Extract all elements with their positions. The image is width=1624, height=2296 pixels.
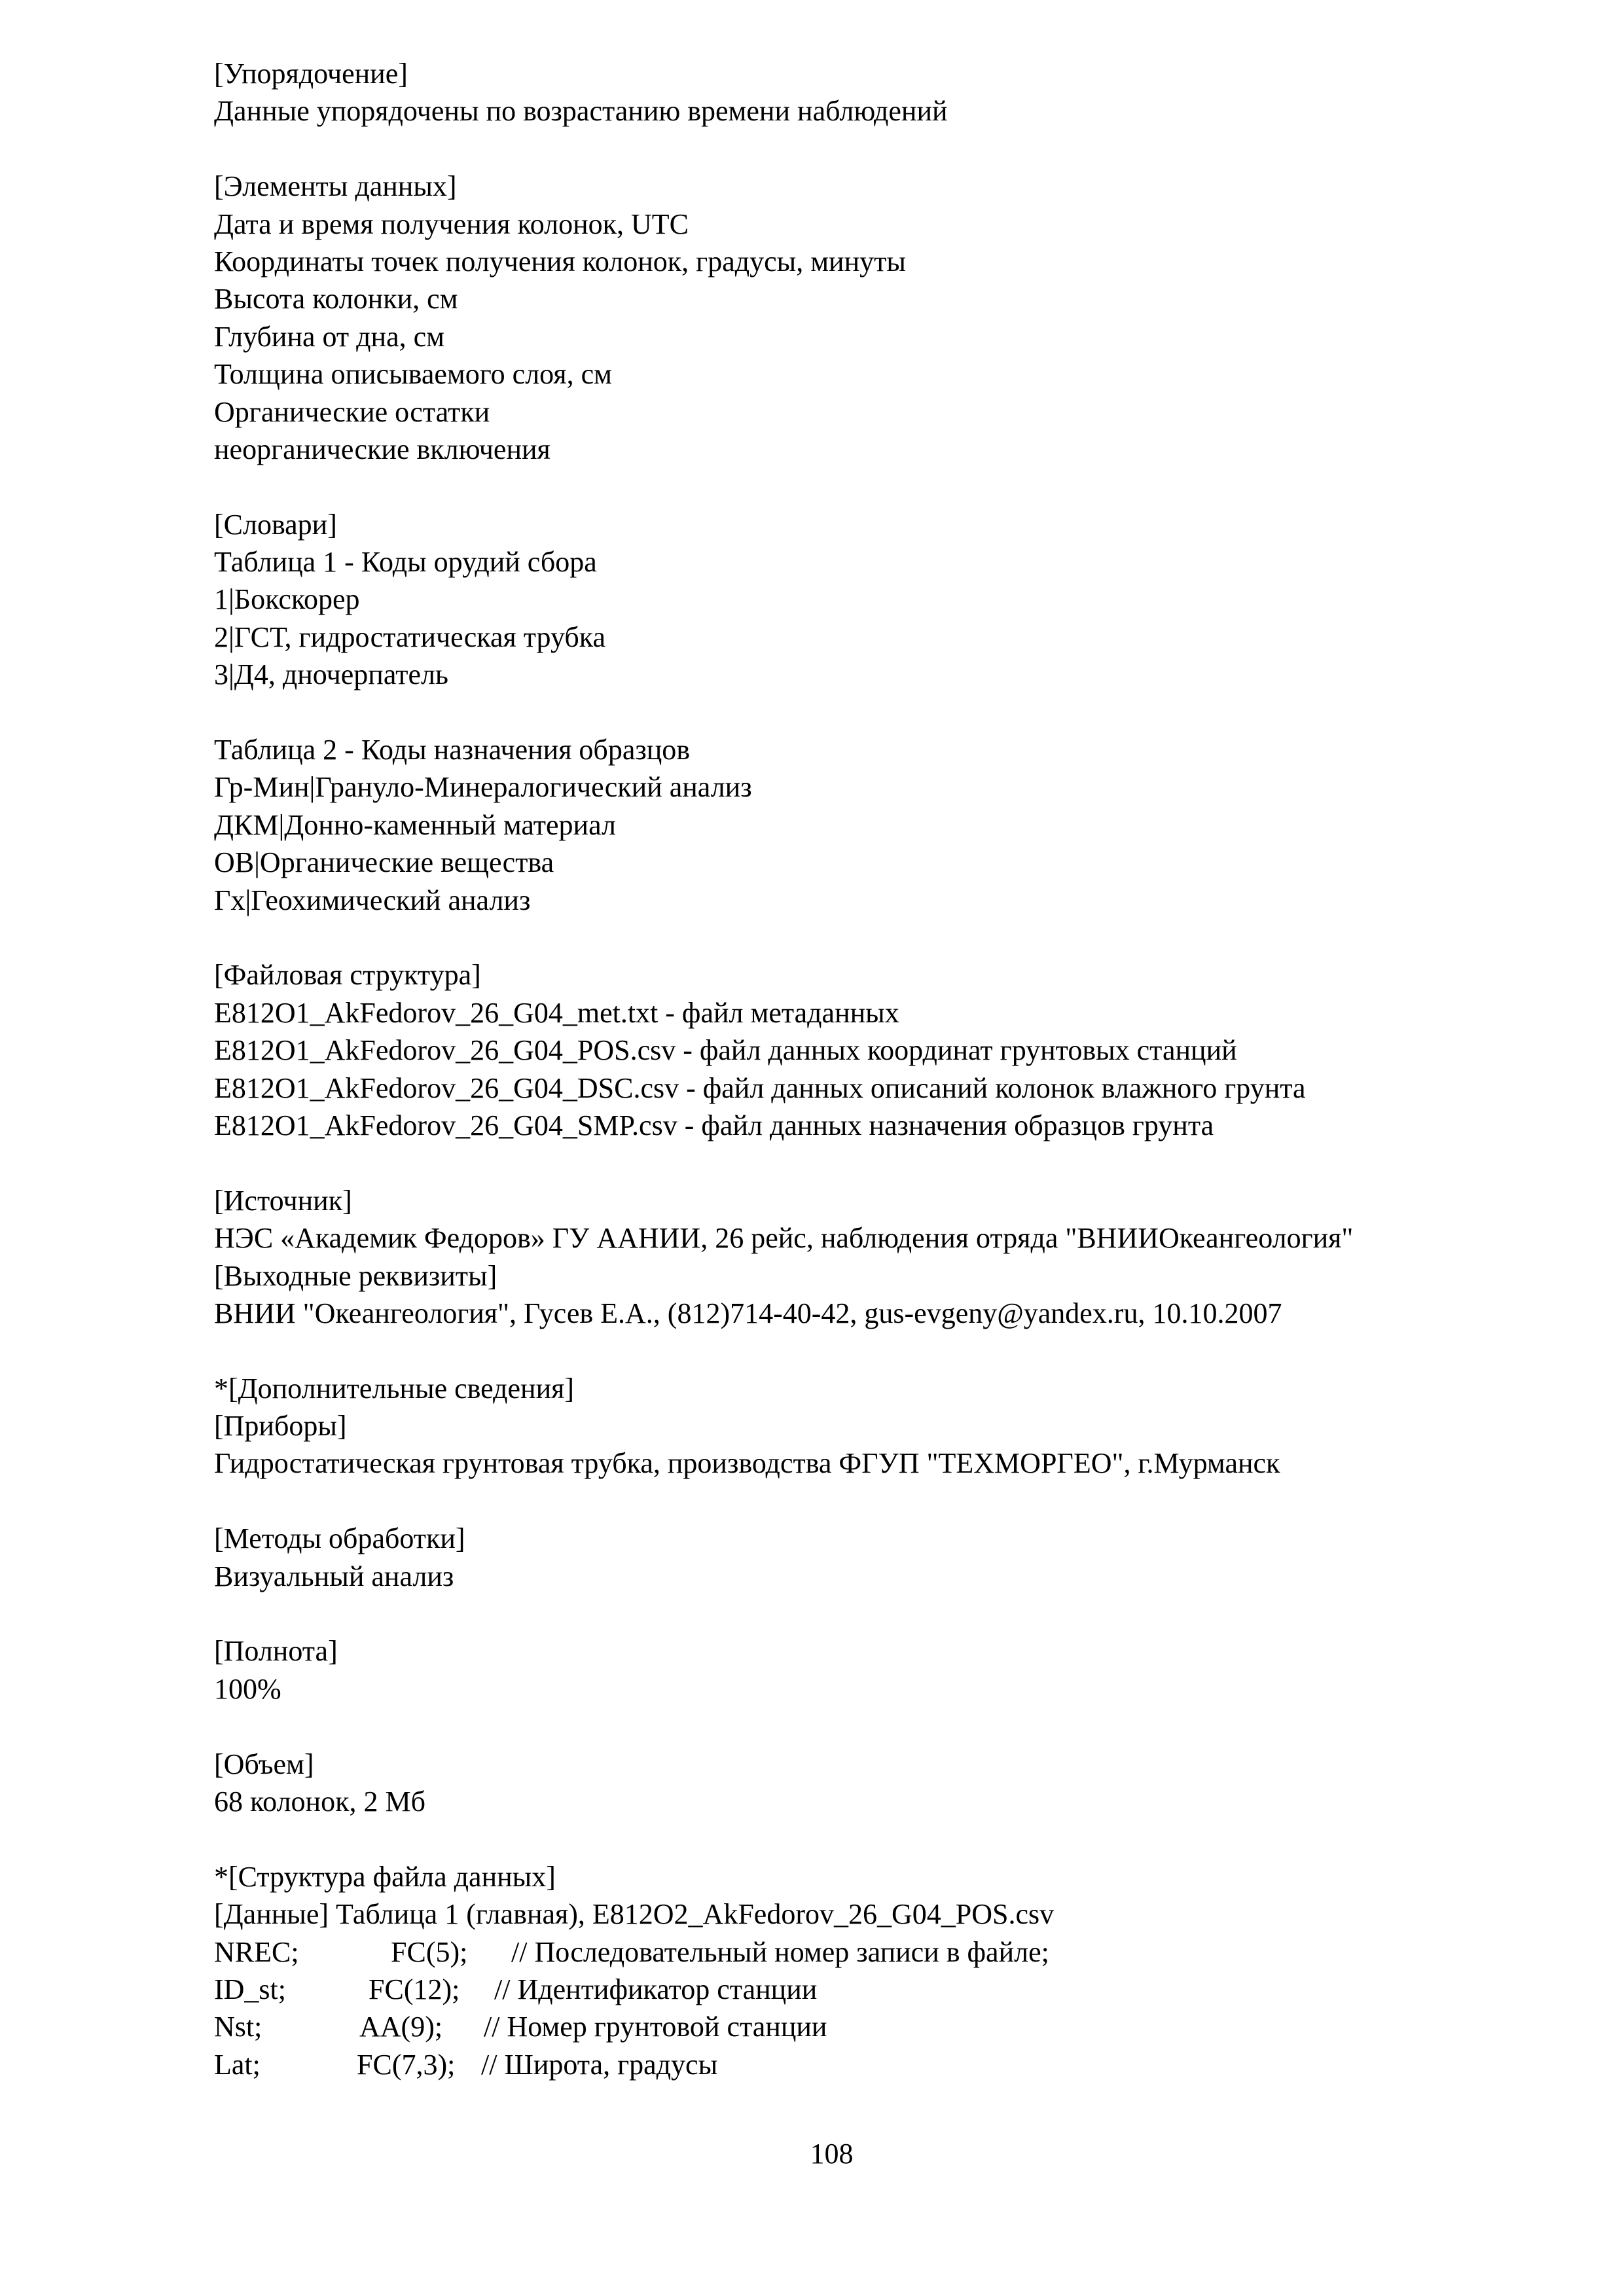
field-record — [214, 2008, 1556, 2045]
blank-line — [214, 1144, 1556, 1181]
completeness-text: 100% — [214, 1672, 281, 1705]
field-type: FC(5); — [391, 1935, 468, 1968]
field-name: Nst; — [214, 2011, 262, 2043]
dictionary-table1-row: 1|Бокскорер — [214, 583, 360, 616]
blank-line — [214, 1820, 1556, 1857]
blank-line — [214, 1708, 1556, 1745]
output-details-text: ВНИИ "Океангеология", Гусев Е.А., (812)714-40-42, gus-evgeny@yandex.ru, 10.10.2007 — [214, 1297, 1282, 1329]
file-structure-item: E812O1_AkFedorov_26_G04_DSC.csv - файл данных описаний колонок влажного грунта — [214, 1071, 1306, 1104]
blank-line — [214, 1482, 1556, 1520]
data-element-item: Глубина от дна, см — [214, 320, 444, 353]
additional-info-header: *[Дополнительные сведения] — [214, 1372, 574, 1405]
data-element-item: Координаты точек получения колонок, градусы, минуты — [214, 245, 906, 278]
field-comment: // Номер грунтовой станции — [484, 2011, 827, 2043]
dictionary-table2-row: ОВ|Органические вещества — [214, 846, 554, 879]
file-structure-item: E812O1_AkFedorov_26_G04_met.txt - файл метаданных — [214, 996, 899, 1029]
data-element-item: Высота колонки, см — [214, 283, 458, 315]
data-element-item: Органические остатки — [214, 395, 490, 428]
methods-header: [Методы обработки] — [214, 1522, 465, 1555]
data-elements-header: [Элементы данных] — [214, 170, 457, 203]
ordering-header: [Упорядочение] — [214, 58, 408, 90]
page-number: 108 — [810, 2138, 854, 2170]
blank-line — [214, 1595, 1556, 1632]
field-name: Lat; — [214, 2048, 261, 2081]
blank-line — [214, 130, 1556, 168]
completeness-header: [Полнота] — [214, 1635, 338, 1668]
field-comment: // Последовательный номер записи в файле; — [511, 1935, 1049, 1968]
field-record — [214, 1933, 1556, 1971]
dictionaries-header: [Словари] — [214, 508, 337, 541]
data-element-item: Толщина описываемого слоя, см — [214, 358, 612, 391]
instruments-text: Гидростатическая грунтовая трубка, производства ФГУП "ТЕХМОРГЕО", г.Мурманск — [214, 1447, 1280, 1480]
data-element-item: неорганические включения — [214, 433, 550, 465]
source-header: [Источник] — [214, 1184, 352, 1217]
data-element-item: Дата и время получения колонок, UTC — [214, 207, 689, 240]
field-comment: // Идентификатор станции — [494, 1973, 818, 2005]
field-type: AA(9); — [359, 2011, 443, 2043]
field-name: NREC; — [214, 1935, 299, 1968]
data-table-line: [Данные] Таблица 1 (главная), E812O2_AkFedorov_26_G04_POS.csv — [214, 1898, 1055, 1931]
source-text: НЭС «Академик Федоров» ГУ ААНИИ, 26 рейс, наблюдения отряда "ВНИИОкеангеология" — [214, 1222, 1354, 1255]
field-record — [214, 2046, 1556, 2083]
blank-line — [214, 468, 1556, 505]
file-structure-item: E812O1_AkFedorov_26_G04_POS.csv - файл данных координат грунтовых станций — [214, 1034, 1237, 1067]
field-name: ID_st; — [214, 1973, 286, 2005]
dictionary-table2-title: Таблица 2 - Коды назначения образцов — [214, 734, 691, 766]
file-structure-header: [Файловая структура] — [214, 959, 481, 992]
dictionary-table2-row: Гр-Мин|Грануло-Минералогический анализ — [214, 771, 752, 804]
ordering-text: Данные упорядочены по возрастанию времени наблюдений — [214, 95, 948, 128]
volume-header: [Объем] — [214, 1748, 314, 1780]
blank-line — [214, 1332, 1556, 1369]
field-comment: // Широта, градусы — [481, 2048, 718, 2081]
metadata-text — [214, 55, 1556, 2083]
methods-text: Визуальный анализ — [214, 1560, 454, 1592]
dictionary-table1-row: 3|Д4, дночерпатель — [214, 658, 448, 691]
volume-text: 68 колонок, 2 Мб — [214, 1785, 425, 1818]
field-record — [214, 1971, 1556, 2008]
field-type: FC(12); — [369, 1973, 460, 2005]
file-structure-item: E812O1_AkFedorov_26_G04_SMP.csv - файл данных назначения образцов грунта — [214, 1109, 1214, 1141]
dictionary-table2-row: Гх|Геохимический анализ — [214, 884, 531, 916]
output-details-header: [Выходные реквизиты] — [214, 1259, 497, 1292]
instruments-header: [Приборы] — [214, 1410, 347, 1443]
field-type: FC(7,3); — [357, 2048, 456, 2081]
dictionary-table1-row: 2|ГСТ, гидростатическая трубка — [214, 620, 606, 653]
blank-line — [214, 694, 1556, 731]
dictionary-table2-row: ДКМ|Донно-каменный материал — [214, 808, 616, 841]
blank-line — [214, 919, 1556, 956]
dictionary-table1-title: Таблица 1 - Коды орудий сбора — [214, 546, 597, 579]
data-file-structure-header: *[Структура файла данных] — [214, 1860, 556, 1893]
